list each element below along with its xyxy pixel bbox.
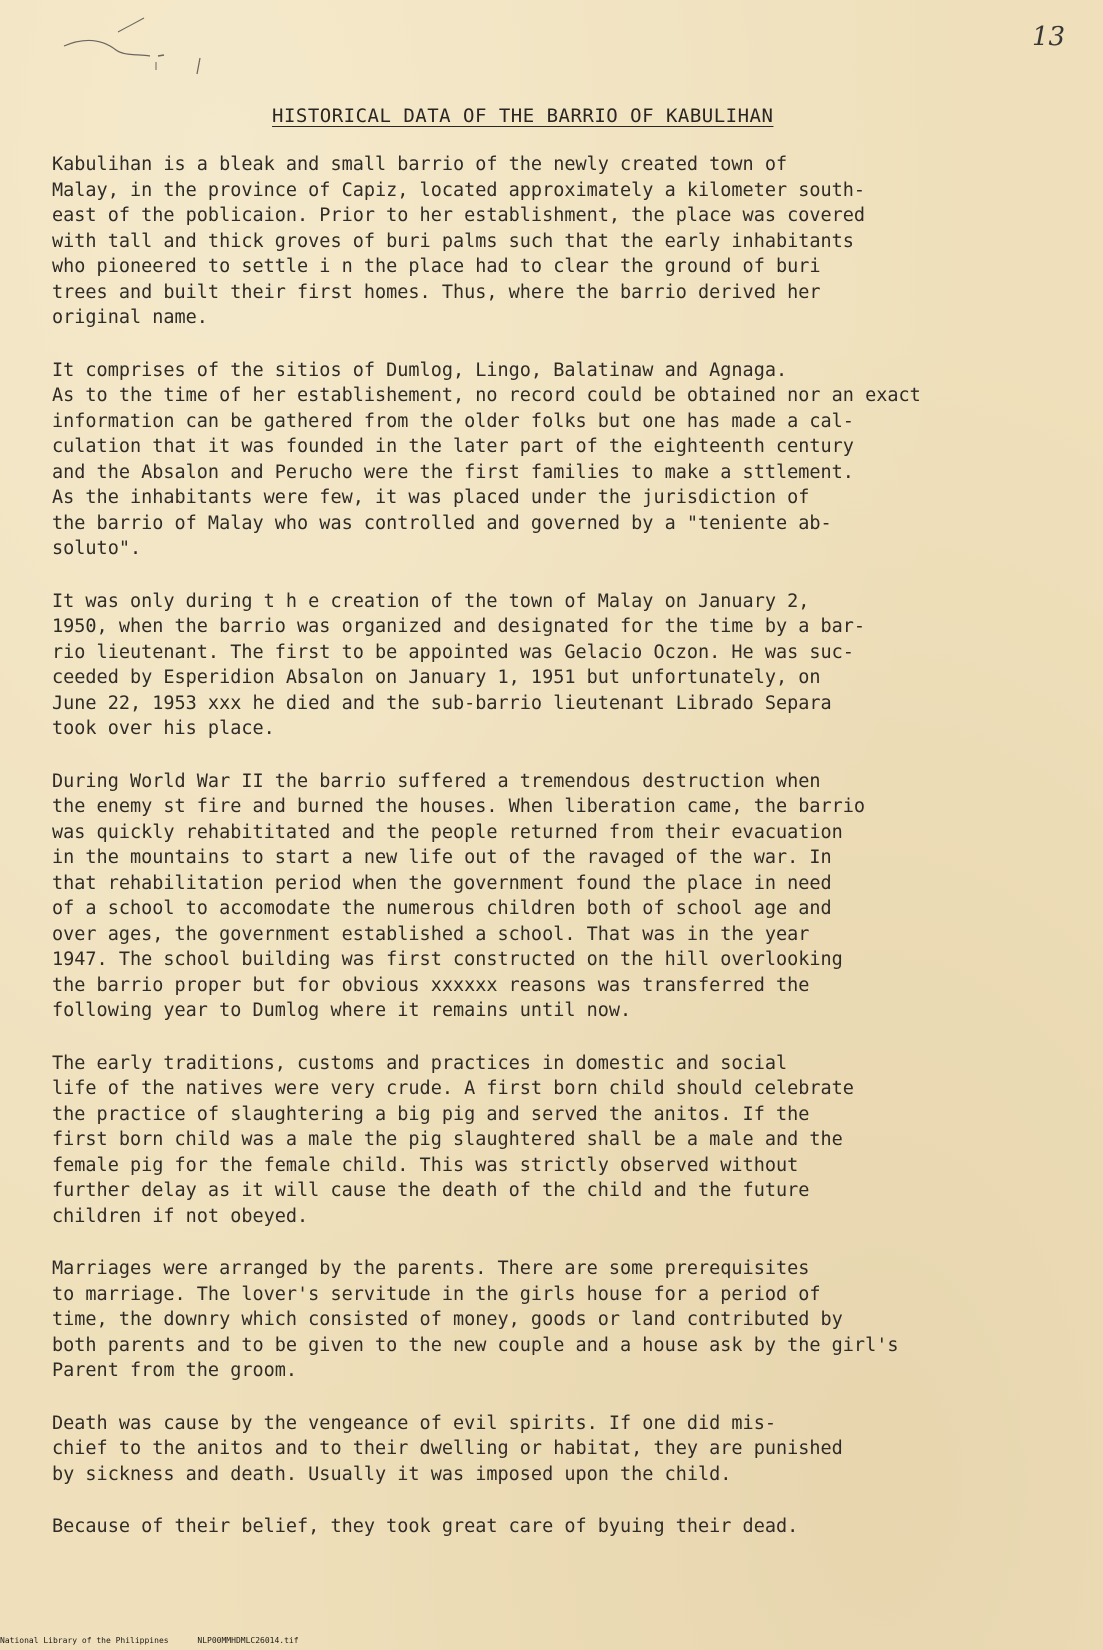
text-line: that rehabilitation period when the government found the place in need (52, 872, 832, 894)
text-line: culation that it was founded in the later part of the eighteenth century (52, 436, 854, 457)
paragraph-war (52, 769, 1052, 1024)
text-line: As the inhabitants were few, it was placed under the jurisdiction of (52, 487, 810, 508)
text-line: ceeded by Esperidion Absalon on January 1, 1951 but unfortunately, on (52, 667, 821, 688)
text-line: Because of their belief, they took great care of byuing their dead. (52, 1516, 799, 1537)
text-line: first born child was a male the pig slaughtered shall be a male and the (52, 1129, 843, 1150)
text-line: chief to the anitos and to their dwelling or habitat, they are punished (52, 1438, 843, 1459)
text-line: east of the poblicaion. Prior to her establishment, the place was covered (52, 205, 866, 226)
text-line: of a school to accomodate the numerous children both of school age and (52, 898, 832, 919)
text-line: further delay as it will cause the death of the child and the future (52, 1180, 810, 1201)
page-number: 13 (1032, 22, 1066, 52)
text-line: Parent from the groom. (52, 1360, 298, 1381)
text-line: both parents and to be given to the new couple and a house ask by the girl's (52, 1334, 899, 1356)
library-credit: National Library of the Philippines (0, 1636, 169, 1645)
text-line: original name. (52, 307, 208, 328)
text-line: in the mountains to start a new life out of the ravaged of the war. In (52, 847, 832, 868)
document-title: HISTORICAL DATA OF THE BARRIO OF KABULIHAN (272, 105, 774, 127)
file-id: NLP00MMHDMLC26014.tif (197, 1636, 299, 1645)
text-line: It was only during t h e creation of the town of Malay on January 2, (52, 590, 810, 612)
text-line: soluto". (52, 538, 142, 559)
paragraph-sitios (52, 358, 1052, 562)
paragraph-traditions (52, 1051, 1052, 1230)
text-line: children if not obeyed. (52, 1205, 309, 1227)
text-line: As to the time of her establishement, no record could be obtained nor an exact (52, 385, 921, 406)
text-line: Malay, in the province of Capiz, located approximately a kilometer south- (52, 179, 866, 201)
text-line: time, the downry which consisted of money, goods or land contributed by (52, 1309, 843, 1330)
text-line: was quickly rehabititated and the people returned from their evacuation (52, 821, 843, 843)
text-line: Kabulihan is a bleak and small barrio of the newly created town of (52, 154, 788, 175)
text-line: It comprises of the sitios of Dumlog, Lingo, Balatinaw and Agnaga. (52, 359, 788, 381)
pencil-scribble (58, 10, 228, 80)
text-line: trees and built their first homes. Thus, where the barrio derived her (52, 281, 821, 303)
paragraph-belief (52, 1514, 1052, 1540)
text-line: following year to Dumlog where it remains until now. (52, 1000, 632, 1021)
text-line: During World War II the barrio suffered a tremendous destruction when (52, 770, 821, 792)
paragraph-lieutenants (52, 589, 1052, 742)
text-line: information can be gathered from the older folks but one has made a cal- (52, 410, 854, 432)
text-line: 1950, when the barrio was organized and designated for the time by a bar- (52, 616, 866, 637)
text-line: The early traditions, customs and practices in domestic and social (52, 1052, 788, 1074)
body-text (52, 152, 1052, 1567)
text-line: the enemy st fire and burned the houses. When liberation came, the barrio (52, 796, 866, 817)
paragraph-marriages (52, 1256, 1052, 1384)
text-line: to marriage. The lover's servitude in the girls house for a period of (52, 1283, 821, 1305)
text-line: female pig for the female child. This was strictly observed without (52, 1154, 799, 1176)
text-line: over ages, the government established a school. That was in the year (52, 923, 810, 945)
text-line: the practice of slaughtering a big pig and served the anitos. If the (52, 1103, 810, 1125)
text-line: with tall and thick groves of buri palms such that the early inhabitants (52, 230, 854, 252)
text-line: Marriages were arranged by the parents. There are some prerequisites (52, 1258, 810, 1279)
text-line: who pioneered to settle i n the place had to clear the ground of buri (52, 256, 821, 277)
text-line: rio lieutenant. The first to be appointed was Gelacio Oczon. He was suc- (52, 641, 854, 663)
text-line: 1947. The school building was first constructed on the hill overlooking (52, 949, 843, 970)
scan-footer (0, 1636, 323, 1645)
text-line: the barrio proper but for obvious xxxxxx reasons was transferred the (52, 974, 810, 996)
text-line: took over his place. (52, 718, 275, 739)
text-line: Death was cause by the vengeance of evil spirits. If one did mis- (52, 1412, 776, 1434)
text-line: the barrio of Malay who was controlled and governed by a "teniente ab- (52, 512, 832, 534)
text-line: and the Absalon and Perucho were the first families to make a sttlement. (52, 461, 854, 483)
paragraph-death (52, 1411, 1052, 1488)
text-line: by sickness and death. Usually it was imposed upon the child. (52, 1463, 732, 1485)
paragraph-origin (52, 152, 1052, 331)
text-line: life of the natives were very crude. A first born child should celebrate (52, 1078, 854, 1099)
text-line: June 22, 1953 xxx he died and the sub-barrio lieutenant Librado Separa (52, 692, 832, 714)
